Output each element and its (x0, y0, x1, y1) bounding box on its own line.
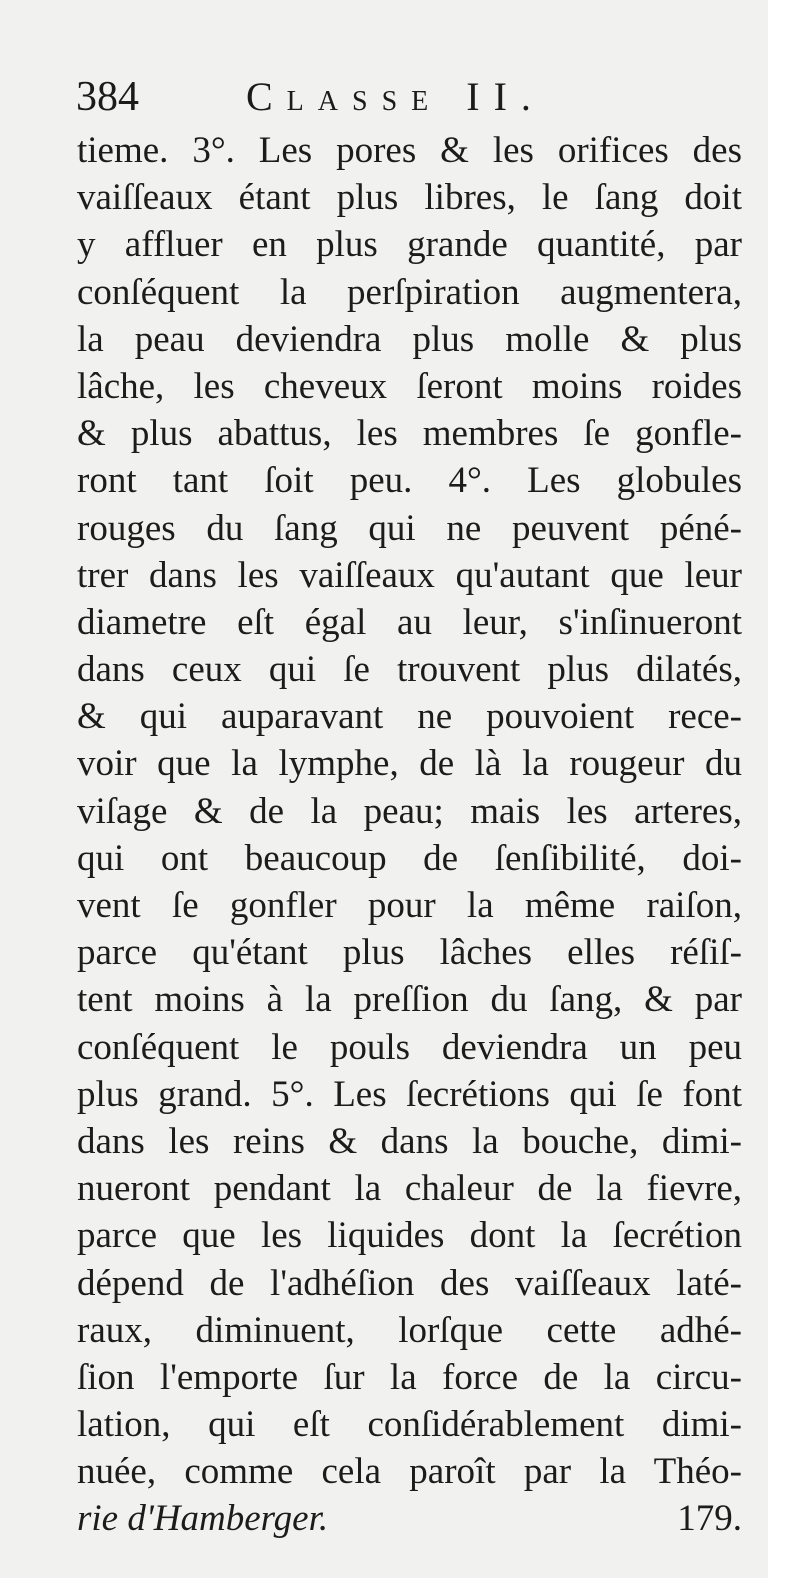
text-line: diametre eſt égal au leur, s'inſinueront (77, 601, 742, 643)
text-line: parce que les liquides dont la ſecrétion (77, 1215, 742, 1257)
page-number: 384 (76, 74, 139, 120)
text-line: vaiſſeaux étant plus libres, le ſang doit (77, 177, 742, 219)
text-line: & plus abattus, les membres ſe gonfle- (77, 413, 742, 455)
text-line: rouges du ſang qui ne peuvent péné- (77, 507, 742, 549)
text-line: la peau deviendra plus molle & plus (77, 318, 742, 360)
text-line: raux, diminuent, lorſque cette adhé- (77, 1309, 742, 1351)
text-line: lation, qui eſt conſidérablement dimi- (77, 1404, 742, 1446)
last-text-line (77, 1495, 742, 1542)
text-line: ſion l'emporte ſur la force de la circu- (77, 1356, 742, 1398)
text-line: & qui auparavant ne pouvoient rece- (77, 696, 742, 738)
body-text (77, 127, 742, 1543)
text-line: nuée, comme cela paroît par la Théo- (77, 1451, 742, 1493)
text-line: plus grand. 5°. Les ſecrétions qui ſe font (77, 1073, 742, 1115)
text-line: conſéquent le pouls deviendra un peu (77, 1026, 742, 1068)
text-line: dépend de l'adhéſion des vaiſſeaux laté- (77, 1262, 742, 1304)
text-line: vent ſe gonfler pour la même raiſon, (77, 885, 742, 926)
text-line: y affluer en plus grande quantité, par (77, 224, 742, 266)
italic-reference: rie d'Hamberger. (77, 1498, 329, 1540)
text-line: dans ceux qui ſe trouvent plus dilatés, (77, 649, 742, 691)
text-line: conſéquent la perſpiration augmentera, (77, 271, 742, 313)
text-line: qui ont beaucoup de ſenſibilité, doi- (77, 837, 742, 879)
text-line: tent moins à la preſſion du ſang, & par (77, 979, 742, 1021)
text-line: parce qu'étant plus lâches elles réſiſ- (77, 932, 742, 974)
text-line: viſage & de la peau; mais les arteres, (77, 790, 742, 832)
text-line: nueront pendant la chaleur de la fievre, (77, 1168, 742, 1210)
page-header (76, 62, 696, 132)
text-line: lâche, les cheveux ſeront moins roides (77, 365, 742, 407)
running-title: Classe II. (246, 74, 545, 119)
text-line: ront tant ſoit peu. 4°. Les globules (77, 460, 742, 502)
text-line: tieme. 3°. Les pores & les orifices des (77, 130, 742, 171)
page-margin-edge (768, 0, 800, 1578)
text-line: dans les reins & dans la bouche, dimi- (77, 1120, 742, 1162)
catchword: 179. (677, 1498, 742, 1540)
text-line: voir que la lymphe, de là la rougeur du (77, 743, 742, 785)
text-line: trer dans les vaiſſeaux qu'autant que leur (77, 554, 742, 596)
